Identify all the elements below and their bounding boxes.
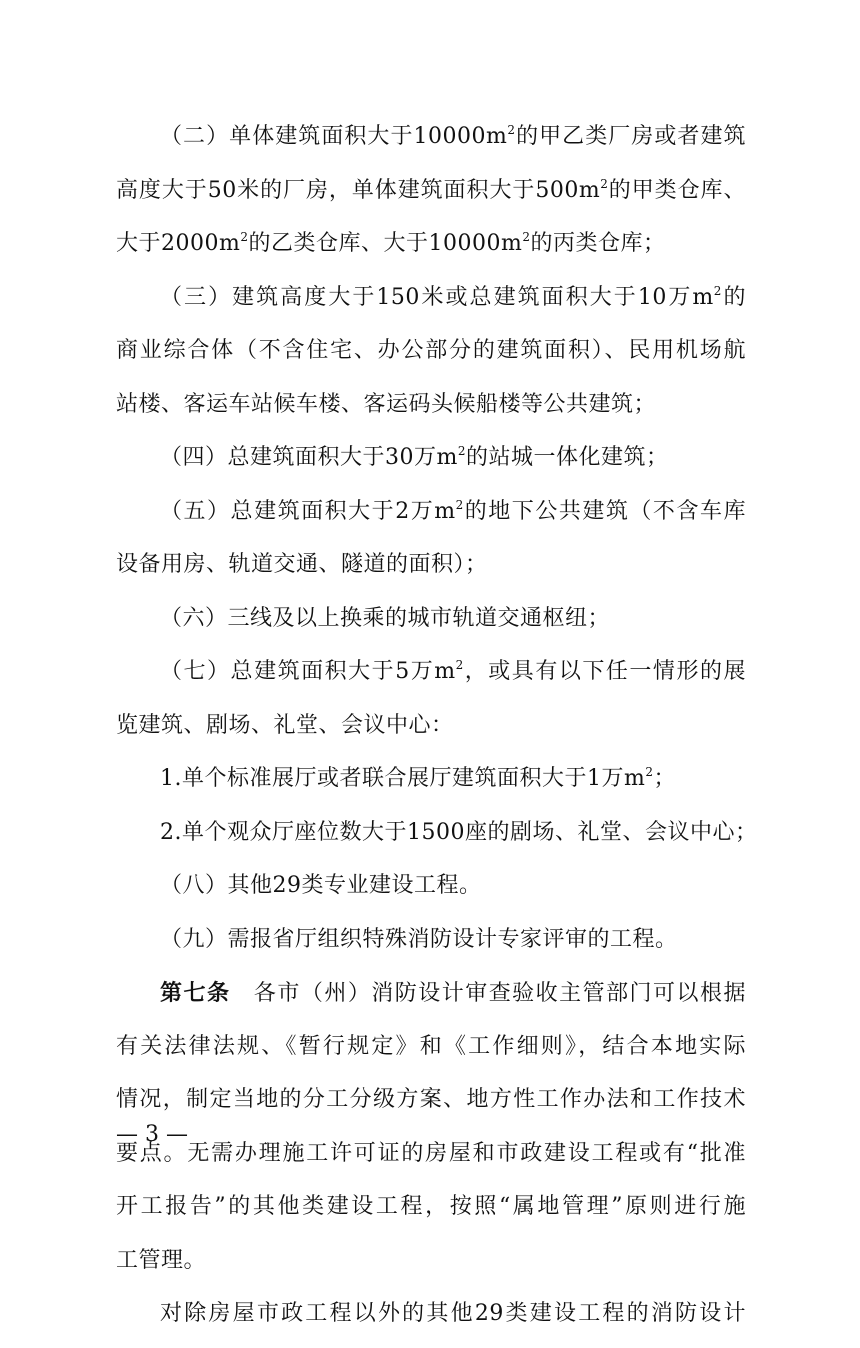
paragraph-3-line-3: 站楼、客运车站候车楼、客运码头候船楼等公共建筑； xyxy=(116,391,657,417)
paragraph-2-line-1: （二）单体建筑面积大于$10000m^2$的甲乙类厂房或者建筑 xyxy=(160,123,746,149)
article-7-line-3: 情况，制定当地的分工分级方案、地方性工作办法和工作技术 xyxy=(116,1087,746,1112)
paragraph-6-line-1: （六）三线及以上换乘的城市轨道交通枢纽； xyxy=(160,605,611,631)
article-7-line-2: 有关法律法规、《暂行规定》和《工作细则》，结合本地实际 xyxy=(116,1033,746,1059)
article-7-line-6: 工管理。 xyxy=(116,1247,207,1273)
paragraph-2-line-2: 高度大于50米的厂房，单体建筑面积大于$500m^2$的甲类仓库、 xyxy=(116,176,746,203)
list-item-1: 1.单个标准展厅或者联合展厅建筑面积大于1万$m^2$； xyxy=(160,765,677,791)
paragraph-8-line-1: （八）其他29类专业建设工程。 xyxy=(160,873,482,898)
paragraph-2-line-3: 大于$2000m^2$的乙类仓库、大于$10000m^2$的丙类仓库； xyxy=(116,230,666,256)
page-number: — 3 — xyxy=(116,1122,188,1147)
paragraph-7-line-2: 览建筑、剧场、礼堂、会议中心： xyxy=(116,712,454,738)
paragraph-9-line-1: （九）需报省厅组织特殊消防设计专家评审的工程。 xyxy=(160,926,678,952)
article-7-line-5: 开工报告”的其他类建设工程，按照“属地管理”原则进行施 xyxy=(116,1194,746,1219)
document-body xyxy=(116,117,758,1348)
paragraph-3-line-2: 商业综合体（不含住宅、办公部分的建筑面积）、民用机场航 xyxy=(116,338,746,363)
paragraph-4-line-1: （四）总建筑面积大于30万$m^2$的站城一体化建筑； xyxy=(160,444,669,470)
list-item-2: 2.单个观众厅座位数大于1500座的剧场、礼堂、会议中心； xyxy=(160,819,758,845)
paragraph-5-line-1: （五）总建筑面积大于2万$m^2$的地下公共建筑（不含车库 xyxy=(160,497,746,524)
paragraph-3-line-1: （三）建筑高度大于150米或总建筑面积大于10万$m^2$的 xyxy=(160,283,746,310)
paragraph-5-line-2: 设备用房、轨道交通、隧道的面积）； xyxy=(116,552,488,577)
article-7-line-4: 要点。无需办理施工许可证的房屋和市政建设工程或有“批准 xyxy=(116,1140,746,1166)
final-paragraph-line-1: 对除房屋市政工程以外的其他29类建设工程的消防设计 xyxy=(160,1301,746,1326)
paragraph-7-line-1: （七）总建筑面积大于5万$m^2$，或具有以下任一情形的展 xyxy=(160,658,746,684)
article-7-line-1: 第七条 各市（州）消防设计审查验收主管部门可以根据 xyxy=(160,980,746,1006)
article-7-heading: 第七条 xyxy=(160,980,231,1006)
